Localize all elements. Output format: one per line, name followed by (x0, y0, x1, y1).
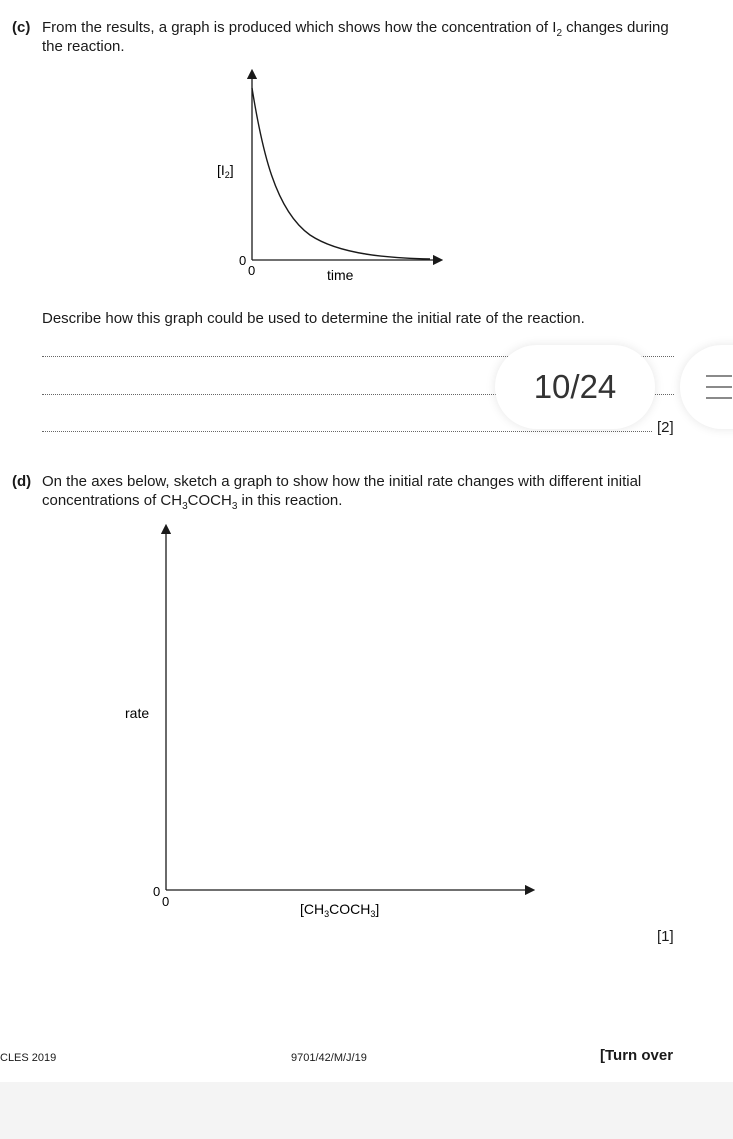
origin-y-d: 0 (153, 884, 161, 899)
origin-x-c: 0 (248, 263, 256, 278)
part-c-line1-sub: 2 (556, 28, 562, 39)
part-d-label: (d) (12, 473, 32, 490)
part-c-label: (c) (12, 19, 31, 36)
y-label-c: $[I_2]$ (217, 162, 234, 180)
origin-y-c: 0 (239, 253, 247, 268)
part-c-marks: [2] (657, 419, 674, 436)
part-d-line2-sub1: 3 (182, 501, 188, 512)
footer-code: 9701/42/M/J/19 (291, 1052, 367, 1064)
page-indicator[interactable] (495, 345, 655, 429)
rate-concentration-axes[interactable] (110, 515, 550, 925)
page-indicator-text: 10/24 (533, 368, 617, 405)
menu-button[interactable] (680, 345, 733, 429)
part-d-line2-c: in this reaction. (237, 492, 343, 509)
part-d-line2-b: COCH (187, 492, 232, 509)
part-d-line2-a: concentrations of CH (42, 492, 183, 509)
decay-curve (252, 88, 430, 259)
part-c-line1-main: From the results, a graph is produced which shows how the concentration of I (42, 19, 557, 36)
origin-x-d: 0 (162, 894, 170, 909)
part-d-marks: [1] (657, 928, 674, 945)
x-label-d: $[CH_3COCH_3]$ (300, 901, 380, 919)
y-label-d: rate (125, 705, 150, 721)
part-c-text-line2: the reaction. (42, 38, 125, 55)
footer-copyright: CLES 2019 (0, 1052, 57, 1064)
footer-turn-over: [Turn over (600, 1047, 674, 1064)
part-d-text-line2 (42, 491, 342, 516)
part-d-text-line1: On the axes below, sketch a graph to show how the initial rate changes with different initial (42, 473, 642, 490)
part-c-text-line1 (42, 18, 682, 43)
part-c-line1-end: changes during (562, 19, 669, 36)
part-c-question: Describe how this graph could be used to determine the initial rate of the reaction. (42, 310, 585, 327)
bottom-strip (0, 1082, 733, 1139)
iodine-concentration-graph (190, 60, 460, 290)
part-d-line2-sub2: 3 (231, 501, 238, 512)
x-label-c: time (327, 267, 354, 283)
answer-line-3[interactable] (42, 431, 652, 432)
hamburger-menu-icon (680, 345, 733, 429)
